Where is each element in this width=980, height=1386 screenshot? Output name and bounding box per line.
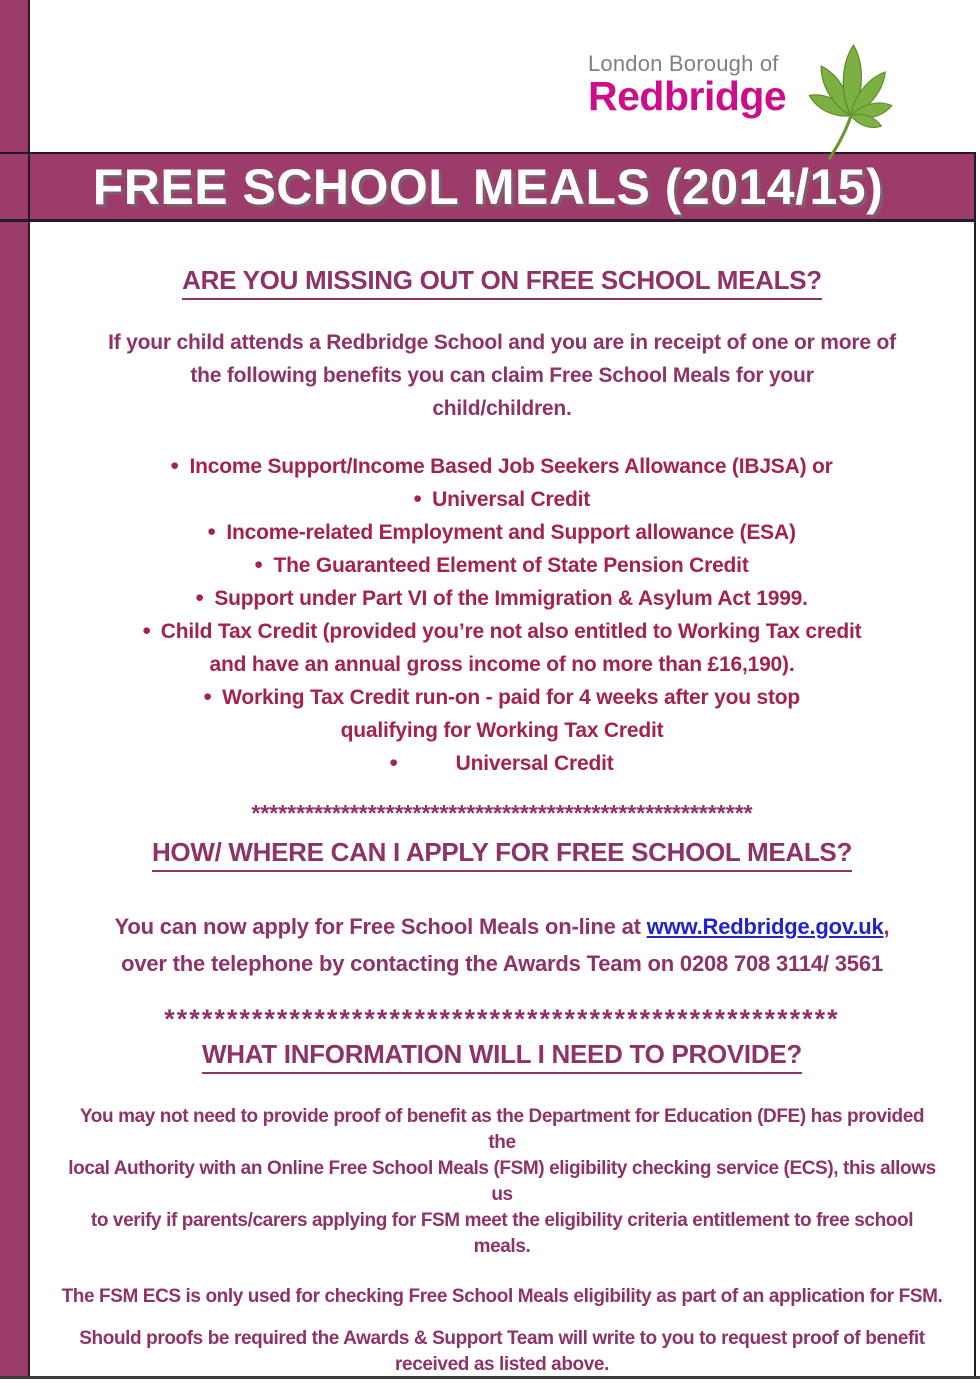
- bullet-icon: •: [195, 585, 204, 612]
- redbridge-website-link[interactable]: www.Redbridge.gov.uk: [646, 914, 884, 939]
- section-heading-what-info: WHAT INFORMATION WILL I NEED TO PROVIDE?: [30, 1039, 974, 1074]
- bullet-icon: •: [171, 453, 179, 480]
- fsm-ecs-paragraph: The FSM ECS is only used for checking Free School Meals eligibility as part of an application for FSM.: [61, 1286, 943, 1307]
- apply-line: over the telephone by contacting the Awards Team on 0208 708 3114/ 3561: [121, 951, 883, 976]
- asterisk-divider: ******************************************************: [164, 1004, 840, 1034]
- info-line: local Authority with an Online Free School Meals (FSM) eligibility checking service (ECS), this allows: [68, 1158, 936, 1179]
- bullet-icon: •: [207, 519, 216, 546]
- logo-text: [588, 38, 786, 118]
- info-paragraph: [30, 1104, 974, 1260]
- intro-line: child/children.: [432, 397, 572, 420]
- list-item-continuation: qualifying for Working Tax Credit: [340, 719, 664, 742]
- list-item: • Income Support/Income Based Job Seekers Allowance (IBJSA) or: [30, 450, 974, 483]
- list-item: • Child Tax Credit (provided you’re not also entitled to Working Tax credit: [30, 615, 974, 648]
- apply-paragraph: [30, 908, 974, 982]
- bullet-icon: •: [390, 750, 398, 777]
- proofs-line: Should proofs be required the Awards & Support Team will write to you to request proof of benefit: [79, 1328, 925, 1349]
- section-heading-how-where: HOW/ WHERE CAN I APPLY FOR FREE SCHOOL MEALS?: [30, 837, 974, 872]
- intro-paragraph: [30, 326, 974, 425]
- document-body: [30, 225, 974, 1378]
- logo-wordmark: Redbridge: [588, 73, 787, 120]
- list-item: • Universal Credit: [30, 747, 974, 780]
- list-item-continuation: and have an annual gross income of no more than £16,190).: [209, 653, 795, 676]
- list-item: • Universal Credit: [30, 483, 974, 516]
- section-heading-missing-out: ARE YOU MISSING OUT ON FREE SCHOOL MEALS?: [30, 265, 974, 300]
- list-item: • Working Tax Credit run-on - paid for 4 weeks after you stop: [30, 681, 974, 714]
- page-title: FREE SCHOOL MEALS (2014/15): [92, 158, 884, 215]
- info-line: the: [488, 1132, 516, 1153]
- bullet-icon: •: [255, 552, 263, 579]
- list-item: • Support under Part VI of the Immigration & Asylum Act 1999.: [30, 582, 974, 615]
- info-line: You may not need to provide proof of benefit as the Department for Education (DFE) has provided: [79, 1106, 925, 1127]
- horse-chestnut-leaf-icon: [790, 38, 910, 169]
- logo-borough-text: London Borough of: [588, 51, 779, 76]
- list-item: • The Guaranteed Element of State Pension Credit: [30, 549, 974, 582]
- bullet-icon: •: [203, 684, 212, 711]
- info-line: meals.: [473, 1236, 531, 1257]
- intro-line: If your child attends a Redbridge School and you are in receipt of one or more of: [108, 331, 896, 354]
- list-item: • Income-related Employment and Support allowance (ESA): [30, 516, 974, 549]
- proofs-paragraph: [30, 1326, 974, 1378]
- bullet-icon: •: [413, 486, 422, 513]
- benefits-bullet-list: [30, 450, 974, 780]
- proofs-line: received as listed above.: [395, 1354, 609, 1375]
- page-right-border: [974, 152, 976, 1379]
- apply-line: You can now apply for Free School Meals on-line at www.Redbridge.gov.uk,: [114, 914, 890, 939]
- info-line: us: [491, 1184, 513, 1205]
- intro-line: the following benefits you can claim Free School Meals for your: [190, 364, 814, 387]
- info-line: to verify if parents/carers applying for FSM meet the eligibility criteria entitlement to free school: [90, 1210, 914, 1231]
- bullet-icon: •: [142, 618, 151, 645]
- asterisk-divider: ********************************************************: [251, 800, 753, 826]
- redbridge-logo: [588, 38, 910, 169]
